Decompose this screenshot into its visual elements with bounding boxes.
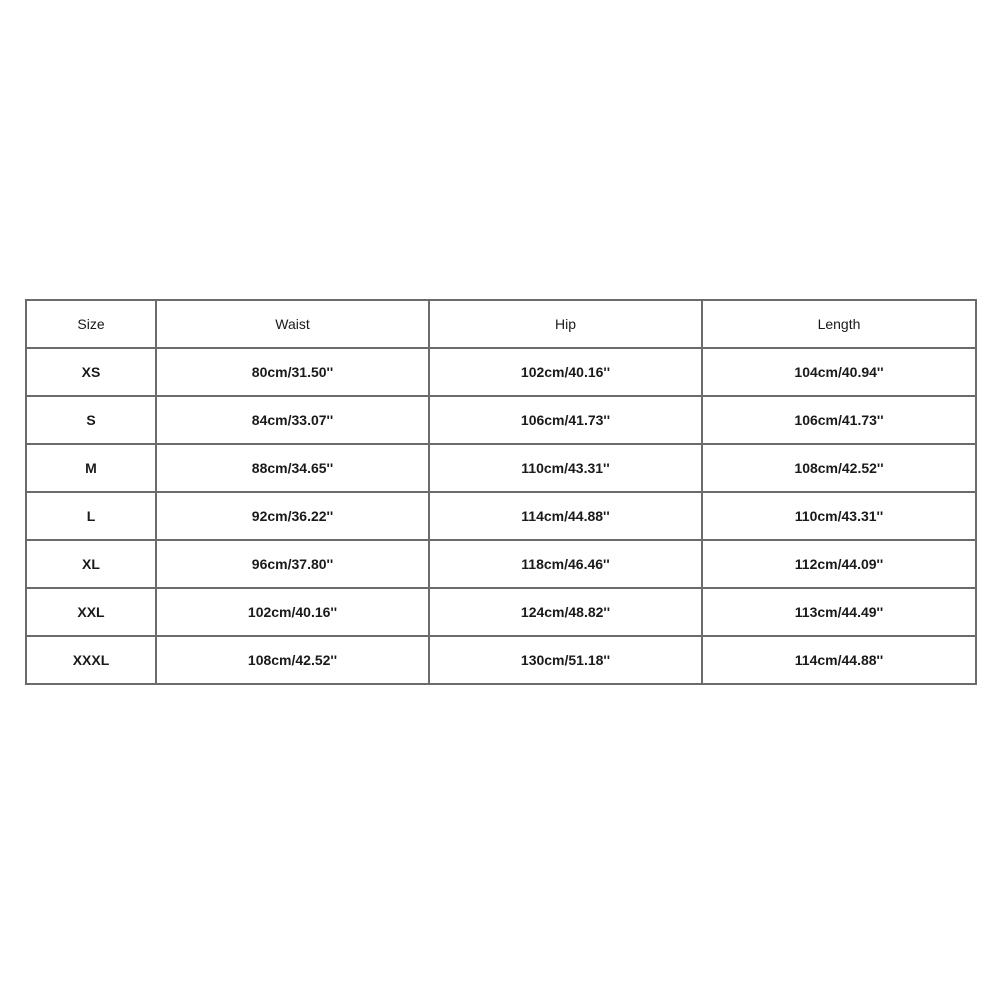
- table-row: [26, 636, 976, 684]
- cell-length: 113cm/44.49'': [702, 588, 976, 636]
- header-waist: Waist: [156, 300, 429, 348]
- cell-hip: 130cm/51.18'': [429, 636, 702, 684]
- cell-hip: 110cm/43.31'': [429, 444, 702, 492]
- size-chart-table: [25, 299, 977, 685]
- table-row: [26, 588, 976, 636]
- cell-length: 114cm/44.88'': [702, 636, 976, 684]
- cell-hip: 114cm/44.88'': [429, 492, 702, 540]
- cell-length: 104cm/40.94'': [702, 348, 976, 396]
- cell-size: M: [26, 444, 156, 492]
- table-row: [26, 348, 976, 396]
- cell-size: XL: [26, 540, 156, 588]
- cell-waist: 102cm/40.16'': [156, 588, 429, 636]
- table-header-row: [26, 300, 976, 348]
- cell-hip: 118cm/46.46'': [429, 540, 702, 588]
- cell-waist: 84cm/33.07'': [156, 396, 429, 444]
- cell-length: 108cm/42.52'': [702, 444, 976, 492]
- cell-size: L: [26, 492, 156, 540]
- cell-size: XXXL: [26, 636, 156, 684]
- table-row: [26, 396, 976, 444]
- cell-waist: 80cm/31.50'': [156, 348, 429, 396]
- table-row: [26, 540, 976, 588]
- cell-waist: 88cm/34.65'': [156, 444, 429, 492]
- header-hip: Hip: [429, 300, 702, 348]
- cell-waist: 108cm/42.52'': [156, 636, 429, 684]
- cell-hip: 106cm/41.73'': [429, 396, 702, 444]
- cell-size: XS: [26, 348, 156, 396]
- cell-size: S: [26, 396, 156, 444]
- table-row: [26, 444, 976, 492]
- cell-hip: 124cm/48.82'': [429, 588, 702, 636]
- cell-length: 110cm/43.31'': [702, 492, 976, 540]
- cell-size: XXL: [26, 588, 156, 636]
- cell-length: 106cm/41.73'': [702, 396, 976, 444]
- table-row: [26, 492, 976, 540]
- header-size: Size: [26, 300, 156, 348]
- cell-waist: 92cm/36.22'': [156, 492, 429, 540]
- header-length: Length: [702, 300, 976, 348]
- cell-hip: 102cm/40.16'': [429, 348, 702, 396]
- cell-waist: 96cm/37.80'': [156, 540, 429, 588]
- cell-length: 112cm/44.09'': [702, 540, 976, 588]
